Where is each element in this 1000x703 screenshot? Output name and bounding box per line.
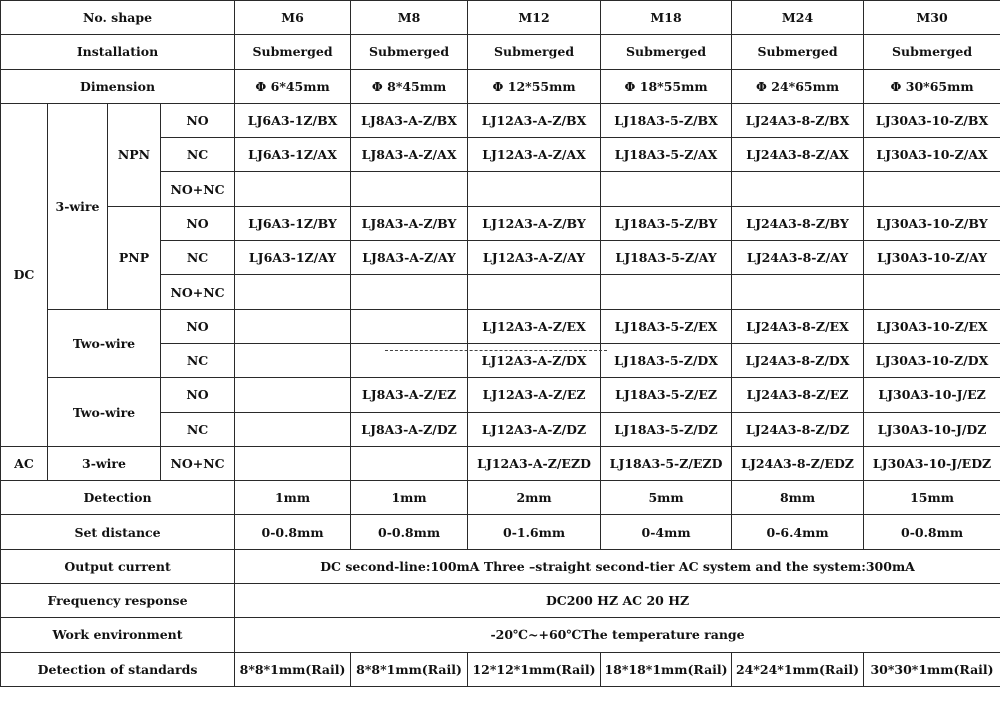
code-cell <box>732 275 864 309</box>
standards-value: 24*24*1mm(Rail) <box>732 652 864 686</box>
installation-value: Submerged <box>601 35 732 69</box>
frequency-response-value: DC200 HZ AC 20 HZ <box>235 584 1000 618</box>
code-cell <box>351 446 468 480</box>
code-cell: LJ12A3-A-Z/AY <box>468 241 601 275</box>
detection-row <box>1 481 1000 515</box>
ac-group-label: AC <box>1 446 48 480</box>
code-cell: LJ30A3-10-Z/EX <box>864 309 1000 343</box>
code-cell: LJ12A3-A-Z/EZ <box>468 378 601 412</box>
dashed-scan-line <box>385 350 607 351</box>
code-cell <box>235 172 351 206</box>
detection-value: 1mm <box>351 481 468 515</box>
contact-label: NO+NC <box>161 275 235 309</box>
installation-value: Submerged <box>351 35 468 69</box>
code-cell: LJ24A3-8-Z/DZ <box>732 412 864 446</box>
contact-label: NO+NC <box>161 172 235 206</box>
pnp-label: PNP <box>108 206 161 309</box>
code-cell: LJ6A3-1Z/AX <box>235 138 351 172</box>
model-cell: M30 <box>864 1 1000 35</box>
npn-label: NPN <box>108 103 161 206</box>
set-distance-label: Set distance <box>1 515 235 549</box>
model-cell: M24 <box>732 1 864 35</box>
dc-group-label: DC <box>1 103 48 446</box>
set-distance-value: 0-6.4mm <box>732 515 864 549</box>
output-current-row <box>1 549 1000 583</box>
detection-label: Detection <box>1 481 235 515</box>
model-cell: M6 <box>235 1 351 35</box>
installation-value: Submerged <box>235 35 351 69</box>
standards-value: 12*12*1mm(Rail) <box>468 652 601 686</box>
standards-row <box>1 652 1000 686</box>
code-cell: LJ12A3-A-Z/BX <box>468 103 601 137</box>
code-cell: LJ30A3-10-J/EZ <box>864 378 1000 412</box>
code-cell <box>351 275 468 309</box>
code-cell <box>235 275 351 309</box>
code-cell: LJ8A3-A-Z/BX <box>351 103 468 137</box>
code-cell: LJ12A3-A-Z/DZ <box>468 412 601 446</box>
header-row <box>1 1 1000 35</box>
contact-label: NC <box>161 138 235 172</box>
code-cell: LJ24A3-8-Z/BY <box>732 206 864 240</box>
code-cell: LJ18A3-5-Z/DZ <box>601 412 732 446</box>
two-wire-label: Two-wire <box>48 378 161 447</box>
code-cell: LJ24A3-8-Z/EX <box>732 309 864 343</box>
code-cell: LJ24A3-8-Z/AY <box>732 241 864 275</box>
work-environment-row <box>1 618 1000 652</box>
model-cell: M12 <box>468 1 601 35</box>
standards-label: Detection of standards <box>1 652 235 686</box>
installation-value: Submerged <box>864 35 1000 69</box>
model-row <box>1 206 1000 240</box>
standards-value: 18*18*1mm(Rail) <box>601 652 732 686</box>
code-cell: LJ12A3-A-Z/BY <box>468 206 601 240</box>
code-cell: LJ30A3-10-Z/AY <box>864 241 1000 275</box>
code-cell <box>601 172 732 206</box>
code-cell: LJ30A3-10-Z/DX <box>864 343 1000 377</box>
work-environment-value: -20℃~+60℃The temperature range <box>235 618 1000 652</box>
contact-label: NC <box>161 412 235 446</box>
installation-value: Submerged <box>468 35 601 69</box>
installation-row <box>1 35 1000 69</box>
code-cell: LJ24A3-8-Z/BX <box>732 103 864 137</box>
code-cell: LJ24A3-8-Z/EDZ <box>732 446 864 480</box>
detection-value: 1mm <box>235 481 351 515</box>
code-cell: LJ18A3-5-Z/BY <box>601 206 732 240</box>
code-cell: LJ18A3-5-Z/AY <box>601 241 732 275</box>
detection-value: 8mm <box>732 481 864 515</box>
code-cell: LJ6A3-1Z/AY <box>235 241 351 275</box>
code-cell: LJ8A3-A-Z/EZ <box>351 378 468 412</box>
code-cell <box>235 343 351 377</box>
two-wire-label: Two-wire <box>48 309 161 378</box>
code-cell <box>864 172 1000 206</box>
output-current-value: DC second-line:100mA Three –straight second-tier AC system and the system:300mA <box>235 549 1000 583</box>
code-cell <box>235 378 351 412</box>
code-cell <box>732 172 864 206</box>
model-row <box>1 378 1000 412</box>
code-cell: LJ18A3-5-Z/EZD <box>601 446 732 480</box>
contact-label: NC <box>161 241 235 275</box>
code-cell: LJ12A3-A-Z/DX <box>468 343 601 377</box>
three-wire-label: 3-wire <box>48 103 108 309</box>
code-cell: LJ24A3-8-Z/AX <box>732 138 864 172</box>
code-cell: LJ12A3-A-Z/EX <box>468 309 601 343</box>
installation-label: Installation <box>1 35 235 69</box>
code-cell: LJ30A3-10-Z/AX <box>864 138 1000 172</box>
code-cell: LJ30A3-10-J/DZ <box>864 412 1000 446</box>
work-environment-label: Work environment <box>1 618 235 652</box>
detection-value: 5mm <box>601 481 732 515</box>
dimension-value: Φ 6*45mm <box>235 69 351 103</box>
code-cell: LJ18A3-5-Z/DX <box>601 343 732 377</box>
code-cell <box>351 309 468 343</box>
frequency-response-label: Frequency response <box>1 584 235 618</box>
set-distance-value: 0-0.8mm <box>351 515 468 549</box>
code-cell <box>468 275 601 309</box>
code-cell <box>864 275 1000 309</box>
contact-label: NO+NC <box>161 446 235 480</box>
installation-value: Submerged <box>732 35 864 69</box>
code-cell <box>351 343 468 377</box>
code-cell: LJ18A3-5-Z/EZ <box>601 378 732 412</box>
contact-label: NC <box>161 343 235 377</box>
code-cell: LJ8A3-A-Z/BY <box>351 206 468 240</box>
set-distance-value: 0-1.6mm <box>468 515 601 549</box>
code-cell <box>235 309 351 343</box>
code-cell <box>235 446 351 480</box>
code-cell: LJ12A3-A-Z/EZD <box>468 446 601 480</box>
model-row <box>1 446 1000 480</box>
contact-label: NO <box>161 309 235 343</box>
output-current-label: Output current <box>1 549 235 583</box>
contact-label: NO <box>161 103 235 137</box>
ac-three-wire-label: 3-wire <box>48 446 161 480</box>
code-cell <box>351 172 468 206</box>
code-cell: LJ6A3-1Z/BX <box>235 103 351 137</box>
set-distance-value: 0-4mm <box>601 515 732 549</box>
code-cell: LJ18A3-5-Z/BX <box>601 103 732 137</box>
code-cell: LJ8A3-A-Z/AY <box>351 241 468 275</box>
header-label: No. shape <box>1 1 235 35</box>
code-cell: LJ24A3-8-Z/EZ <box>732 378 864 412</box>
code-cell <box>601 275 732 309</box>
code-cell: LJ24A3-8-Z/DX <box>732 343 864 377</box>
standards-value: 8*8*1mm(Rail) <box>351 652 468 686</box>
dimension-row <box>1 69 1000 103</box>
dimension-value: Φ 12*55mm <box>468 69 601 103</box>
model-cell: M18 <box>601 1 732 35</box>
code-cell: LJ30A3-10-Z/BX <box>864 103 1000 137</box>
set-distance-value: 0-0.8mm <box>864 515 1000 549</box>
code-cell: LJ8A3-A-Z/DZ <box>351 412 468 446</box>
frequency-response-row <box>1 584 1000 618</box>
code-cell <box>235 412 351 446</box>
contact-label: NO <box>161 378 235 412</box>
code-cell: LJ18A3-5-Z/EX <box>601 309 732 343</box>
dimension-value: Φ 30*65mm <box>864 69 1000 103</box>
code-cell: LJ6A3-1Z/BY <box>235 206 351 240</box>
code-cell: LJ30A3-10-J/EDZ <box>864 446 1000 480</box>
standards-value: 30*30*1mm(Rail) <box>864 652 1000 686</box>
model-cell: M8 <box>351 1 468 35</box>
dimension-value: Φ 8*45mm <box>351 69 468 103</box>
code-cell <box>468 172 601 206</box>
code-cell: LJ8A3-A-Z/AX <box>351 138 468 172</box>
standards-value: 8*8*1mm(Rail) <box>235 652 351 686</box>
detection-value: 2mm <box>468 481 601 515</box>
detection-value: 15mm <box>864 481 1000 515</box>
dimension-label: Dimension <box>1 69 235 103</box>
set-distance-value: 0-0.8mm <box>235 515 351 549</box>
model-row <box>1 309 1000 343</box>
model-row <box>1 103 1000 137</box>
code-cell: LJ12A3-A-Z/AX <box>468 138 601 172</box>
dimension-value: Φ 18*55mm <box>601 69 732 103</box>
code-cell: LJ18A3-5-Z/AX <box>601 138 732 172</box>
dimension-value: Φ 24*65mm <box>732 69 864 103</box>
contact-label: NO <box>161 206 235 240</box>
code-cell: LJ30A3-10-Z/BY <box>864 206 1000 240</box>
set-distance-row <box>1 515 1000 549</box>
